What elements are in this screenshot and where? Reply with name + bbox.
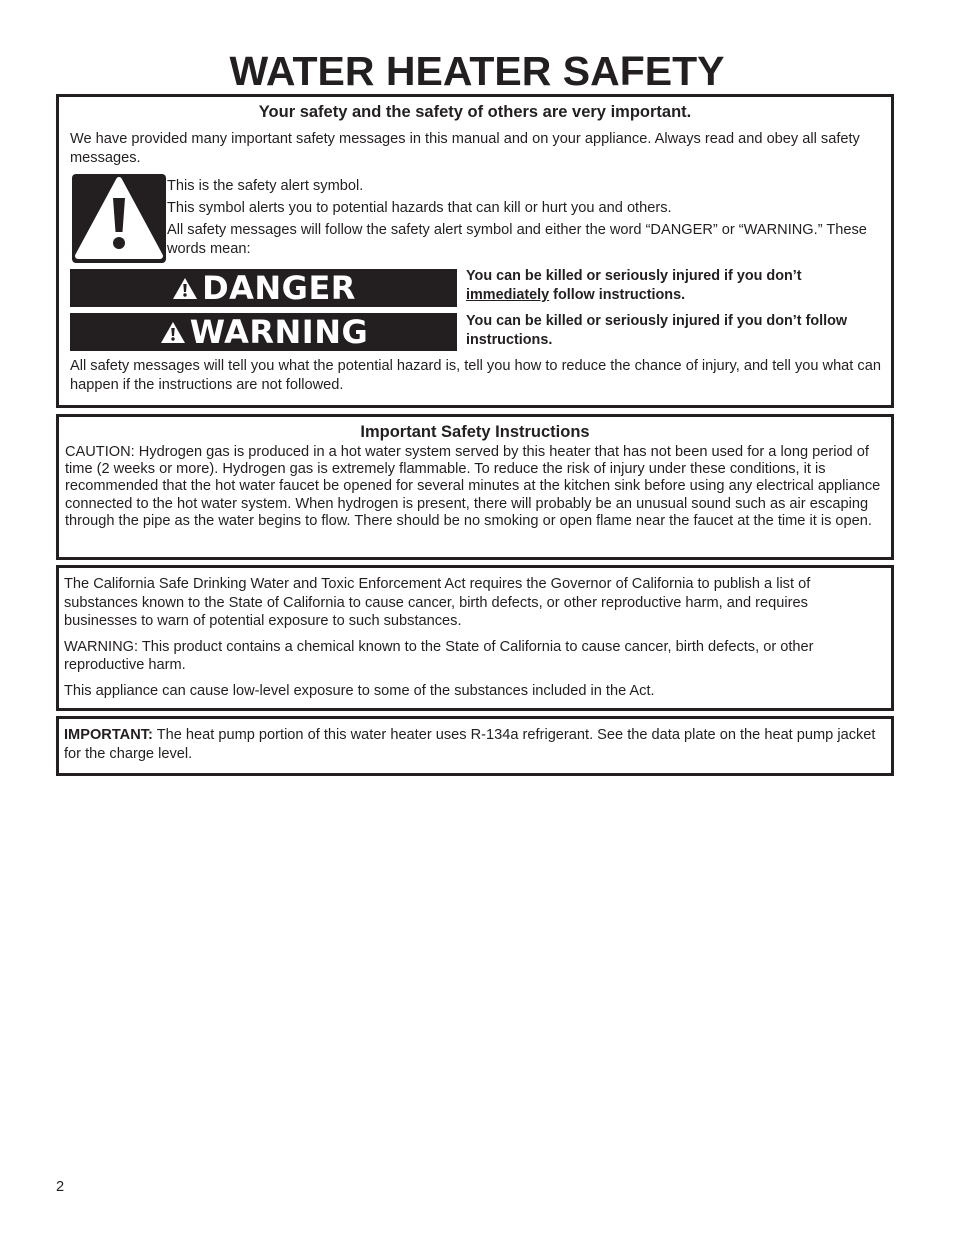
alert-line: This is the safety alert symbol. xyxy=(167,178,364,194)
safety-messages-box xyxy=(56,94,894,408)
important-label: IMPORTANT: xyxy=(64,727,153,743)
danger-text-end: follow instructions. xyxy=(549,287,686,303)
instructions-heading: Important Safety Instructions xyxy=(360,423,590,441)
alert-line: All safety messages will follow the safety alert symbol and either the word “DANGER” or “WARNING.” These words mean: xyxy=(167,222,867,257)
page-title: WATER HEATER SAFETY xyxy=(229,48,725,94)
refrigerant-notice-box xyxy=(56,716,894,776)
danger-signal-bar xyxy=(70,269,457,307)
page-number: 2 xyxy=(56,1179,65,1195)
hydrogen-caution: CAUTION: Hydrogen gas is produced in a hot water system served by this heater that has not been used for a long period of time (2 weeks or more). Hydrogen gas is extremely flammable. To reduce the risk of injury under these conditions, it is recommended that the hot water faucet be opened for several minutes at the kitchen sink before using any electrical appliance connected to the hot water system. When hydrogen is present, there will probably be an unusual sound such as air escaping through the pipe as the water begins to flow. There should be no smoking or open flame near the faucet at the time it is open. xyxy=(65,444,881,529)
safety-heading: Your safety and the safety of others are very important. xyxy=(258,103,692,121)
warning-description: You can be killed or seriously injured if you don’t follow instructions. xyxy=(466,313,848,348)
warning-triangle-icon xyxy=(159,320,187,345)
danger-label: DANGER xyxy=(202,269,356,307)
refrigerant-text: The heat pump portion of this water heater uses R-134a refrigerant. See the data plate on the heat pump jacket for the charge level. xyxy=(64,727,876,762)
important-safety-instructions-box xyxy=(56,414,894,560)
california-paragraph: This appliance can cause low-level exposure to some of the substances included in the Act. xyxy=(64,682,655,699)
danger-description xyxy=(466,267,886,305)
warning-label: WARNING xyxy=(189,313,369,351)
alert-line: This symbol alerts you to potential hazards that can kill or hurt you and others. xyxy=(167,200,672,216)
danger-text-start: You can be killed or seriously injured if you don’t xyxy=(466,268,802,284)
safety-alert-icon xyxy=(72,174,166,263)
safety-intro: We have provided many important safety messages in this manual and on your appliance. Always read and obey all safety messages. xyxy=(70,131,860,166)
warning-signal-bar xyxy=(70,313,457,351)
california-paragraph: The California Safe Drinking Water and Toxic Enforcement Act requires the Governor of California to publish a list of substances known to the State of California to cause cancer, birth defects, or other reproductive harm, and requires businesses to warn of potential exposure to such substances. xyxy=(64,576,811,629)
warning-triangle-icon xyxy=(171,276,199,301)
california-notice-box xyxy=(56,565,894,711)
refrigerant-notice xyxy=(64,726,889,763)
alert-symbol-explanation xyxy=(167,177,887,262)
danger-text-emphasis: immediately xyxy=(466,287,550,303)
california-paragraph: WARNING: This product contains a chemical known to the State of California to cause cancer, birth defects, or other reproductive harm. xyxy=(64,638,814,673)
safety-closing: All safety messages will tell you what the potential hazard is, tell you how to reduce the chance of injury, and tell you what can happen if the instructions are not followed. xyxy=(70,358,881,393)
